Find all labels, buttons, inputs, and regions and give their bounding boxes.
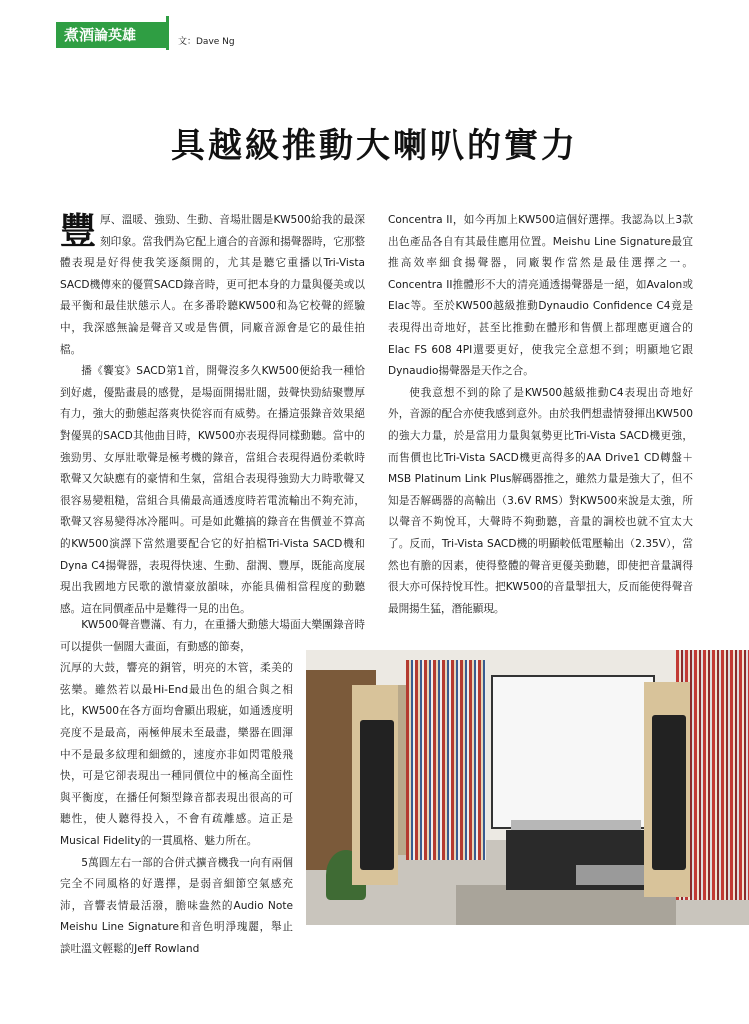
photo-projection-screen — [491, 675, 655, 829]
photo-speaker-left — [360, 720, 394, 870]
column-name-a: 煮酒 — [64, 26, 95, 44]
photo-speaker-right — [652, 715, 686, 870]
right-column — [388, 210, 693, 620]
byline: 文：Dave Ng — [178, 37, 235, 47]
paragraph-intro-text: 厚、溫暖、強勁、生動、音場壯闊是KW500給我的最深刻印象。當我們為它配上適合的音源和揚聲器時，它那整體表現是好得使我笑逐顏開的，尤其是聽它重播以Tri-Vista SACD機傳來的優質SACD錄音時，更可把本身的力量與優美或以最平衡和最佳狀態示人。在多番聆聽KW500和為它校聲的經驗中，我深感無論是聲音又或是售價，同廠音源會是它的最佳拍檔。 — [60, 214, 365, 356]
paragraph-wide: KW500聲音豐滿、有力，在重播大動態大場面大樂團錄音時可以提供一個闊大畫面，有動感的節奏， — [60, 619, 365, 653]
paragraph: 使我意想不到的除了是KW500越級推動C4表現出奇地好外，音源的配合亦使我感到意外。由於我們想盡情發揮出KW500的強大力量，於是當用力量與氣勢更比Tri-Vista SACD機更強，而售價也比Tri-Vista SACD機更高得多的AA Drive1 CD轉盤＋MSB Platinum Link Plus解碼器推之，雖然力量是強大了，但不知是否解碼器的高輸出（3.6V RMS）對KW500來說是太強，所以聲音不夠悅耳，大聲時不夠動聽，音量的調校也就不宜太大了。反而，Tri-Vista SACD機的明顯較低電壓輸出（2.35V），當然也有膽的因素，使得整體的聲音更優美動聽，即使把音量調得很大亦可保持悅耳性。把KW500的音量掣扭大，反而能使得聲音最開揚生猛，潛能顯現。 — [388, 386, 693, 615]
paragraph: 5萬圓左右一部的合併式擴音機我一向有兩個完全不同風格的好選擇，是弱音細節空氣感充沛，音響表情最活潑，膽味盎然的Audio Note Meishu Line Signature和音色明淨瑰麗，舉止談吐溫文輕鬆的Jeff Rowland — [60, 856, 293, 955]
paragraph-intro — [60, 210, 365, 361]
paragraph: Concentra II，如今再加上KW500這個好選擇。我認為以上3款出色產品各自有其最佳應用位置。Meishu Line Signature最宜推高效率細食揚聲器，同廠製作當然是最佳選擇之一。Concentra II推體形不大的清亮通透揚聲器是一絕，如Avalon或Elac等。至於KW500越級推動Dynaudio Confidence C4竟是表現得出奇地好，甚至比推動在體形和售價上都理應更適合的Elac FS 608 4PI還要更好，使我完全意想不到；明顯地它跟Dynaudio揚聲器是天作之合。 — [388, 214, 693, 378]
photo-rug — [456, 885, 676, 925]
column-name-b: 論英雄 — [94, 28, 137, 44]
listening-room-photo — [306, 650, 749, 925]
paragraph: 播《饗宴》SACD第1首，開聲沒多久KW500便給我一種恰到好處，優點畫晨的感覺，是場面開揚壯闊，鼓聲快勁結聚豐厚有力，強大的動態起落爽快從容而有威勢。在播這張錄音效果絕對優異的SACD其他曲目時，KW500亦表現得同樣動聽。當中的強勁男、女厚壯歌聲是極考機的錄音，當組合表現得過份柔軟時歌聲又欠缺應有的豪情和生氣，當組合表現得強勁大力時歌聲又很容易變粗糙，當組合具備最高通透度時若電流輸出不夠充沛，歌聲又容易變得冰冷罷叫。可是如此難搞的錄音在售價並不算高的KW500演譯下當然還要配合它的好拍檔Tri-Vista SACD機和Dyna C4揚聲器，表現得快速、生動、甜潤、豐厚，既能高度展現出我國地方民歌的激情豪放韻味，亦能具備相當程度的動聽感。這在同價產品中是難得一見的出色。 — [60, 365, 365, 615]
photo-cd-rack-left — [406, 660, 486, 860]
article-title: 具越級推動大喇叭的實力 — [171, 126, 578, 166]
left-column — [60, 210, 365, 620]
paragraph-narrow: 沉厚的大鼓，響亮的銅管，明亮的木管，柔美的弦樂。雖然若以最Hi-End最出色的組合與之相比，KW500在各方面均會顯出瑕疵，如通透度明亮度不是最高，兩極伸展未至最盡，樂器在圓渾中不是最多紋理和細緻的，速度亦非如閃電般飛快，可是它卻表現出一種同價位中的極高全面性與平衡度，在播任何類型錄音都表現出很高的可聽性，使人聽得投入，不會有疏離感。這正是Musical Fidelity的一貫風格、魅力所在。 — [60, 662, 293, 847]
column-header — [56, 22, 168, 48]
dropcap: 豐 — [60, 210, 97, 252]
header-divider — [166, 16, 169, 50]
